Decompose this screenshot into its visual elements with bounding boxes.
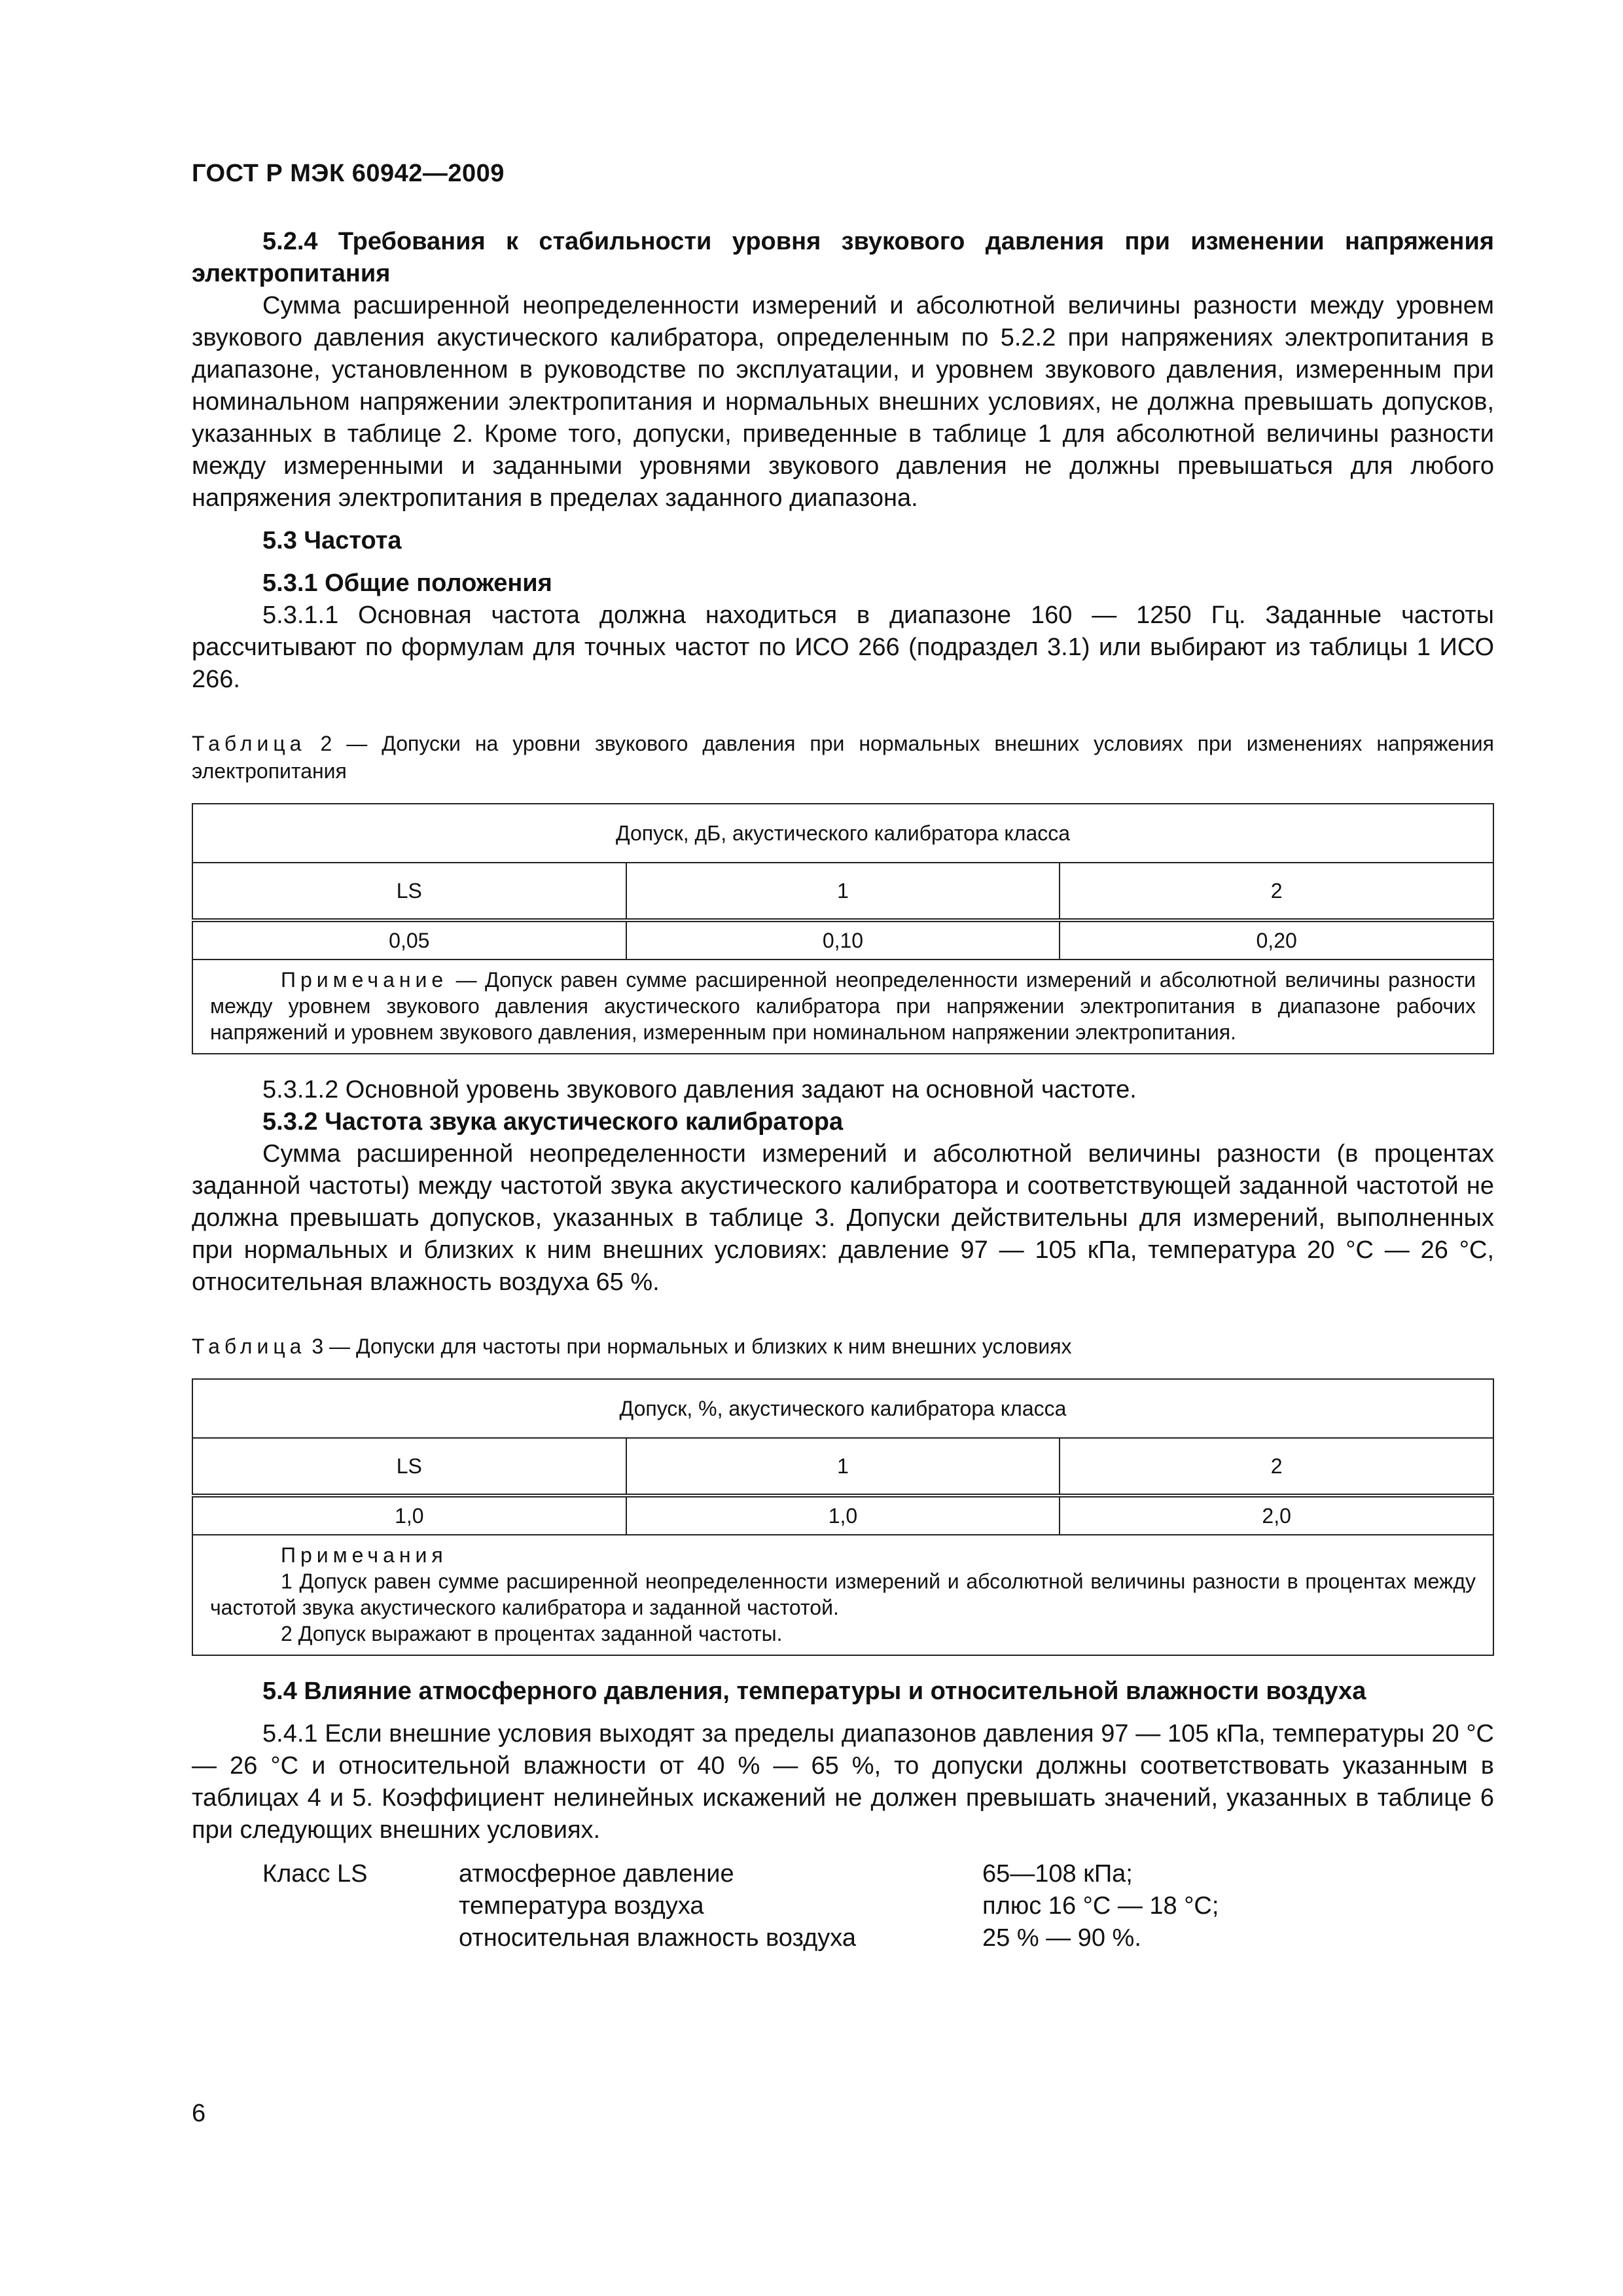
table-3: [192, 1378, 1494, 1656]
table-3-class-2: 2: [1060, 1438, 1493, 1496]
table-2-label: Таблица: [192, 732, 306, 755]
table-3-notes: [192, 1535, 1493, 1655]
table-3-note-1: 1 Допуск равен сумме расширенной неопределенности измерений и абсолютной величины разности в процентах между частотой звука акустического калибратора и заданной частотой.: [210, 1570, 1476, 1619]
document-code: ГОСТ Р МЭК 60942—2009: [192, 160, 505, 187]
table-2-class-ls: LS: [192, 863, 626, 920]
condition-value-pressure: 65—108 кПа;: [982, 1860, 1133, 1888]
table-3-notes-label: Примечания: [281, 1543, 448, 1567]
table-3-caption-text: 3 — Допуски для частоты при нормальных и близких к ним внешних условиях: [306, 1335, 1072, 1358]
table-3-class-ls: LS: [192, 1438, 626, 1496]
condition-name-humidity: относительная влажность воздуха: [459, 1924, 856, 1952]
table-2-caption-text: 2 — Допуски на уровни звукового давления при нормальных внешних условиях при изменениях напряжения электропитания: [192, 732, 1494, 783]
table-2-note-text: — Допуск равен сумме расширенной неопределенности измерений и абсолютной величины разности между уровнем звукового давления акустического калибратора при напряжении электропитания в диапазоне рабочих напряжений и уровнем звукового давления, измеренным при номинальном напряжении электропитания.: [210, 968, 1476, 1044]
section-5-3-1-heading: 5.3.1 Общие положения: [262, 569, 552, 597]
table-3-class-1: 1: [626, 1438, 1060, 1496]
table-3-value-2: 2,0: [1060, 1496, 1493, 1535]
table-2-header: Допуск, дБ, акустического калибратора класса: [192, 804, 1493, 863]
class-ls-label: Класс LS: [262, 1860, 368, 1888]
condition-value-temperature: плюс 16 °С — 18 °С;: [982, 1892, 1219, 1920]
table-2-value-1: 0,10: [626, 920, 1060, 960]
table-3-note-2: 2 Допуск выражают в процентах заданной частоты.: [281, 1622, 783, 1645]
section-5-2-4-paragraph: Сумма расширенной неопределенности измерений и абсолютной величины разности между уровнем звукового давления акустического калибратора, определенным по 5.2.2 при напряжениях электропитания в диапазоне, установленном в руководстве по эксплуатации, и уровнем звукового давления, измеренным при номинальном напряжении электропитания и нормальных внешних условиях, не должна превышать допусков, указанных в таблице 2. Кроме того, допуски, приведенные в таблице 1 для абсолютной величины разности между измеренными и заданными уровнями звукового давления не должны превышаться для любого напряжения электропитания в пределах заданного диапазона.: [192, 292, 1494, 512]
table-2-value-2: 0,20: [1060, 920, 1493, 960]
table-2: [192, 803, 1494, 1054]
table-3-value-1: 1,0: [626, 1496, 1060, 1535]
table-2-class-1: 1: [626, 863, 1060, 920]
table-3-header: Допуск, %, акустического калибратора класса: [192, 1379, 1493, 1438]
condition-value-humidity: 25 % — 90 %.: [982, 1924, 1141, 1952]
table-2-note: [192, 960, 1493, 1054]
section-5-3-2-heading: 5.3.2 Частота звука акустического калибратора: [262, 1108, 844, 1136]
section-5-3-2-paragraph: Сумма расширенной неопределенности измерений и абсолютной величины разности (в процентах заданной частоты) между частотой звука акустического калибратора и соответствующей заданной частотой не должна превышать допусков, указанных в таблице 3. Допуски действительны для измерений, выполненных при нормальных и близких к ним внешних условиях: давление 97 — 105 кПа, температура 20 °С — 26 °С, относительная влажность воздуха 65 %.: [192, 1140, 1494, 1296]
table-2-caption: [192, 730, 1494, 785]
conditions-list: [262, 1858, 1494, 1954]
paragraph-5-3-1-2: 5.3.1.2 Основной уровень звукового давления задают на основной частоте.: [262, 1076, 1137, 1103]
table-2-class-2: 2: [1060, 863, 1493, 920]
table-3-caption: [192, 1333, 1494, 1360]
table-3-value-ls: 1,0: [192, 1496, 626, 1535]
section-5-2-4-heading: 5.2.4 Требования к стабильности уровня звукового давления при изменении напряжения электропитания: [192, 228, 1494, 287]
table-2-value-ls: 0,05: [192, 920, 626, 960]
section-5-3-heading: 5.3 Частота: [262, 527, 402, 554]
section-5-4-heading: 5.4 Влияние атмосферного давления, температуры и относительной влажности воздуха: [262, 1677, 1366, 1705]
page-content: [192, 226, 1494, 1954]
table-3-label: Таблица: [192, 1335, 306, 1358]
table-2-note-label: Примечание: [281, 968, 448, 992]
paragraph-5-4-1: 5.4.1 Если внешние условия выходят за пределы диапазонов давления 97 — 105 кПа, температуры 20 °С — 26 °С и относительной влажности от 40 % — 65 %, то допуски должны соответствовать указанным в таблицах 4 и 5. Коэффициент нелинейных искажений не должен превышать значений, указанных в таблице 6 при следующих внешних условиях.: [192, 1720, 1494, 1844]
page-number: 6: [192, 2100, 206, 2127]
condition-name-temperature: температура воздуха: [459, 1892, 704, 1920]
paragraph-5-3-1-1: 5.3.1.1 Основная частота должна находиться в диапазоне 160 — 1250 Гц. Заданные частоты рассчитывают по формулам для точных частот по ИСО 266 (подраздел 3.1) или выбирают из таблицы 1 ИСО 266.: [192, 601, 1494, 693]
condition-name-pressure: атмосферное давление: [459, 1860, 734, 1888]
